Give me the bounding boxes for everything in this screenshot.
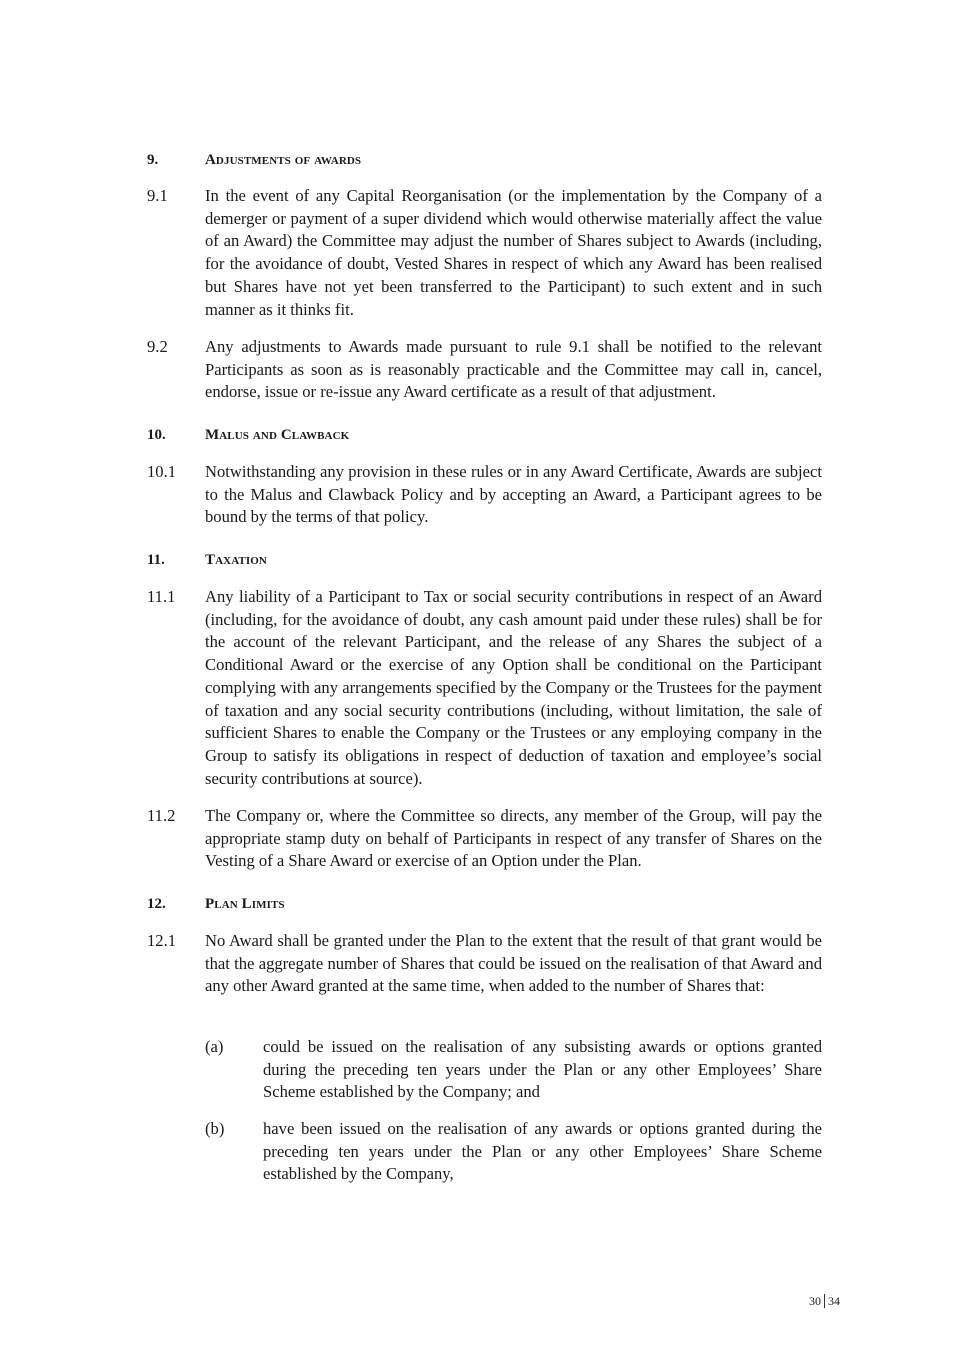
clause-text: In the event of any Capital Reorganisation (or the implementation by the Company of a demerger or payment of a super dividend which would otherwise materially affect the value of an Award) the Committee may adjust the number of Shares subject to Awards (including, for the avoidance of doubt, Vested Shares in respect of which any Award has been realised but Shares have not yet been transferred to the Participant) to such extent and in such manner as it thinks fit. [205, 186, 822, 319]
total-pages: 34 [828, 1294, 840, 1308]
subclause-text: have been issued on the realisation of any awards or options granted during the preceding ten years under the Plan or any other Employees’ Share Scheme established by the Company, [263, 1119, 822, 1184]
clause-number: 9.1 [147, 186, 168, 205]
clause-text: No Award shall be granted under the Plan to the extent that the result of that grant would be that the aggregate number of Shares that could be issued on the realisation of that Award and any other Award granted at the same time, when added to the number of Shares that: [205, 931, 822, 996]
clause-text: Any adjustments to Awards made pursuant to rule 9.1 shall be notified to the relevant Participants as soon as is reasonably practicable and the Committee may call in, cancel, endorse, issue or re-issue any Award certificate as a result of that adjustment. [205, 337, 822, 402]
clause-number: 9.2 [147, 337, 168, 356]
section-title: Plan Limits [205, 896, 285, 912]
clause-number: 11.2 [147, 806, 176, 825]
clause-number: 12.1 [147, 931, 177, 950]
current-page: 30 [809, 1294, 825, 1308]
subclause-text: could be issued on the realisation of any subsisting awards or options granted during the preceding ten years under the Plan or any other Employees’ Share Scheme established by the Company; and [263, 1037, 822, 1102]
section-number: 9. [147, 152, 159, 168]
clause-text: Notwithstanding any provision in these rules or in any Award Certificate, Awards are subject to the Malus and Clawback Policy and by accepting an Award, a Participant agrees to be bound by the terms of that policy. [205, 462, 822, 527]
section-title: Adjustments of awards [205, 152, 362, 168]
section-title: Malus and Clawback [205, 427, 350, 443]
clause-text: The Company or, where the Committee so directs, any member of the Group, will pay the appropriate stamp duty on behalf of Participants in respect of any transfer of Shares on the Vesting of a Share Award or exercise of an Option under the Plan. [205, 806, 822, 871]
page-number [780, 1293, 840, 1309]
subclause-label: (b) [205, 1119, 225, 1138]
subclause-label: (a) [205, 1037, 224, 1056]
clause-text: Any liability of a Participant to Tax or social security contributions in respect of an Award (including, for the avoidance of doubt, any cash amount paid under these rules) shall be for the account of the relevant Participant, and the release of any Shares the subject of a Conditional Award or the exercise of any Option shall be conditional on the Participant complying with any arrangements specified by the Company or the Trustees for the payment of taxation and any social security contributions (including, without limitation, the sale of sufficient Shares to enable the Company or the Trustees or any employing company in the Group to satisfy its obligations in respect of deduction of taxation and employee’s social security contributions at source). [205, 587, 822, 788]
section-number: 10. [147, 427, 166, 443]
section-title: Taxation [205, 552, 267, 568]
clause-number: 11.1 [147, 587, 176, 606]
clause-number: 10.1 [147, 462, 177, 481]
section-number: 11. [147, 552, 165, 568]
section-number: 12. [147, 896, 166, 912]
